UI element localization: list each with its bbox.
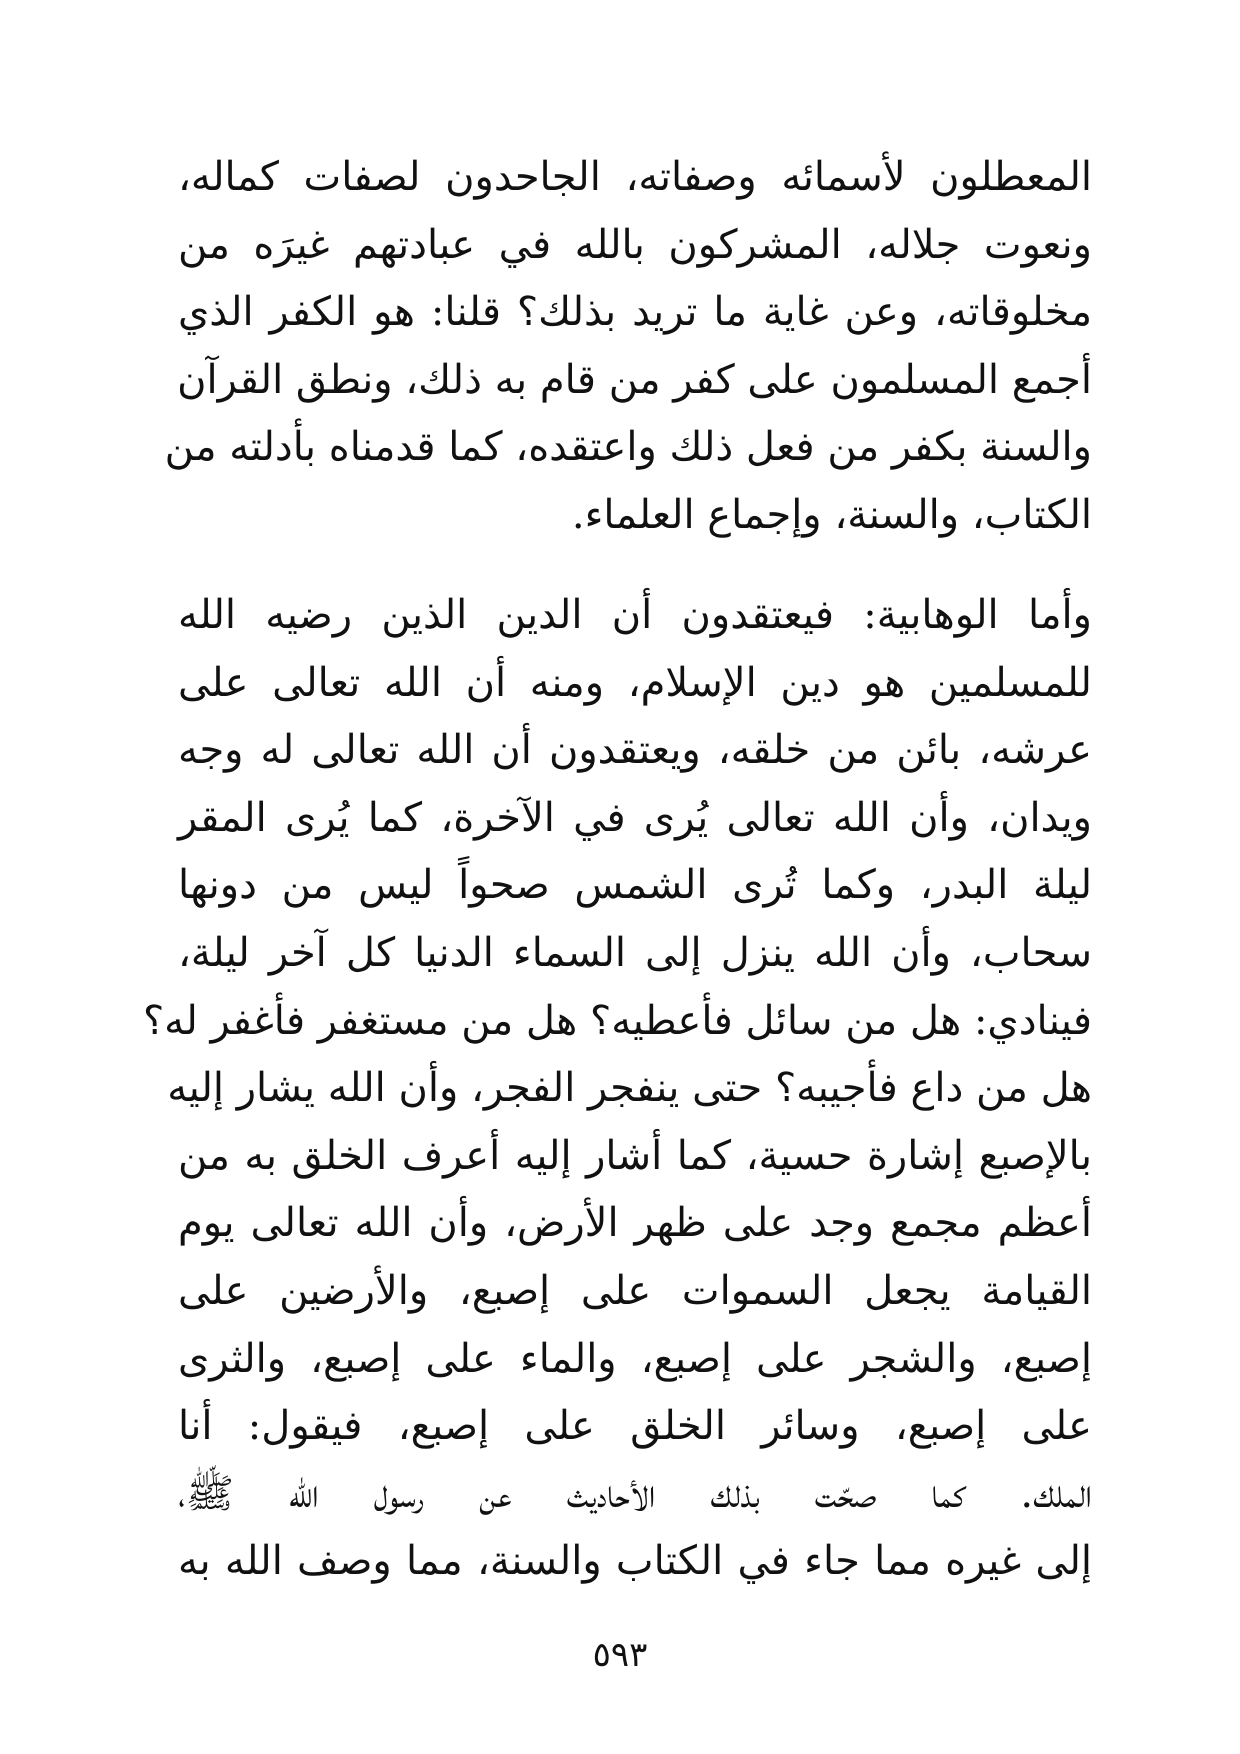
text-line: أجمع المسلمون على كفر من قام به ذلك، ونطق القرآن (177, 356, 1092, 403)
text-line: وأما الوهابية: فيعتقدون أن الدين الذين رضيه الله (178, 592, 1092, 638)
text-line: ليلة البدر، وكما تُرى الشمس صحواً ليس من دونها (178, 862, 1092, 909)
text-line: المعطلون لأسمائه وصفاته، الجاحدون لصفات كماله، (178, 154, 1092, 200)
text-line: القيامة يجعل السموات على إصبع، والأرضين على (178, 1267, 1092, 1314)
text-line: فينادي: هل من سائل فأعطيه؟ هل من مستغفر فأغفر له؟ (142, 997, 1092, 1044)
text-line: أعظم مجمع وجد على ظهر الأرض، وأن الله تعالى يوم (178, 1200, 1092, 1247)
text-line: سحاب، وأن الله ينزل إلى السماء الدنيا كل آخر ليلة، (178, 929, 1092, 976)
paragraph-1 (164, 144, 1092, 550)
text-line: عرشه، بائن من خلقه، ويعتقدون أن الله تعالى له وجه (178, 727, 1092, 774)
text-line: والسنة بكفر من فعل ذلك واعتقده، كما قدمناه بأدلته من (164, 424, 1092, 471)
text-line: مخلوقاته، وعن غاية ما تريد بذلك؟ قلنا: هو الكفر الذي (178, 289, 1092, 336)
text-line: إصبع، والشجر على إصبع، والماء على إصبع، والثرى (178, 1335, 1092, 1382)
page-number: ٥٩٣ (592, 1635, 648, 1675)
text-line: إلى غيره مما جاء في الكتاب والسنة، مما وصف الله به (178, 1538, 1093, 1585)
text-line: الملك. كما صحّت بذلك الأحاديث عن رسول الله ﷺ، (178, 1470, 1092, 1517)
text-line: ونعوت جلاله، المشركون بالله في عبادتهم غيرَه من (178, 221, 1092, 268)
paragraph-2 (142, 582, 1093, 1596)
text-line: هل من داع فأجيبه؟ حتى ينفجر الفجر، وأن الله يشار إليه (167, 1065, 1092, 1112)
text-line: على إصبع، وسائر الخلق على إصبع، فيقول: أنا (178, 1403, 1092, 1450)
text-line: للمسلمين هو دين الإسلام، ومنه أن الله تعالى على (178, 659, 1092, 706)
text-line: الكتاب، والسنة، وإجماع العلماء. (571, 491, 1092, 538)
text-line: ويدان، وأن الله تعالى يُرى في الآخرة، كما يُرى المقر (178, 794, 1093, 841)
text-line: بالإصبع إشارة حسية، كما أشار إليه أعرف الخلق به من (178, 1132, 1092, 1179)
